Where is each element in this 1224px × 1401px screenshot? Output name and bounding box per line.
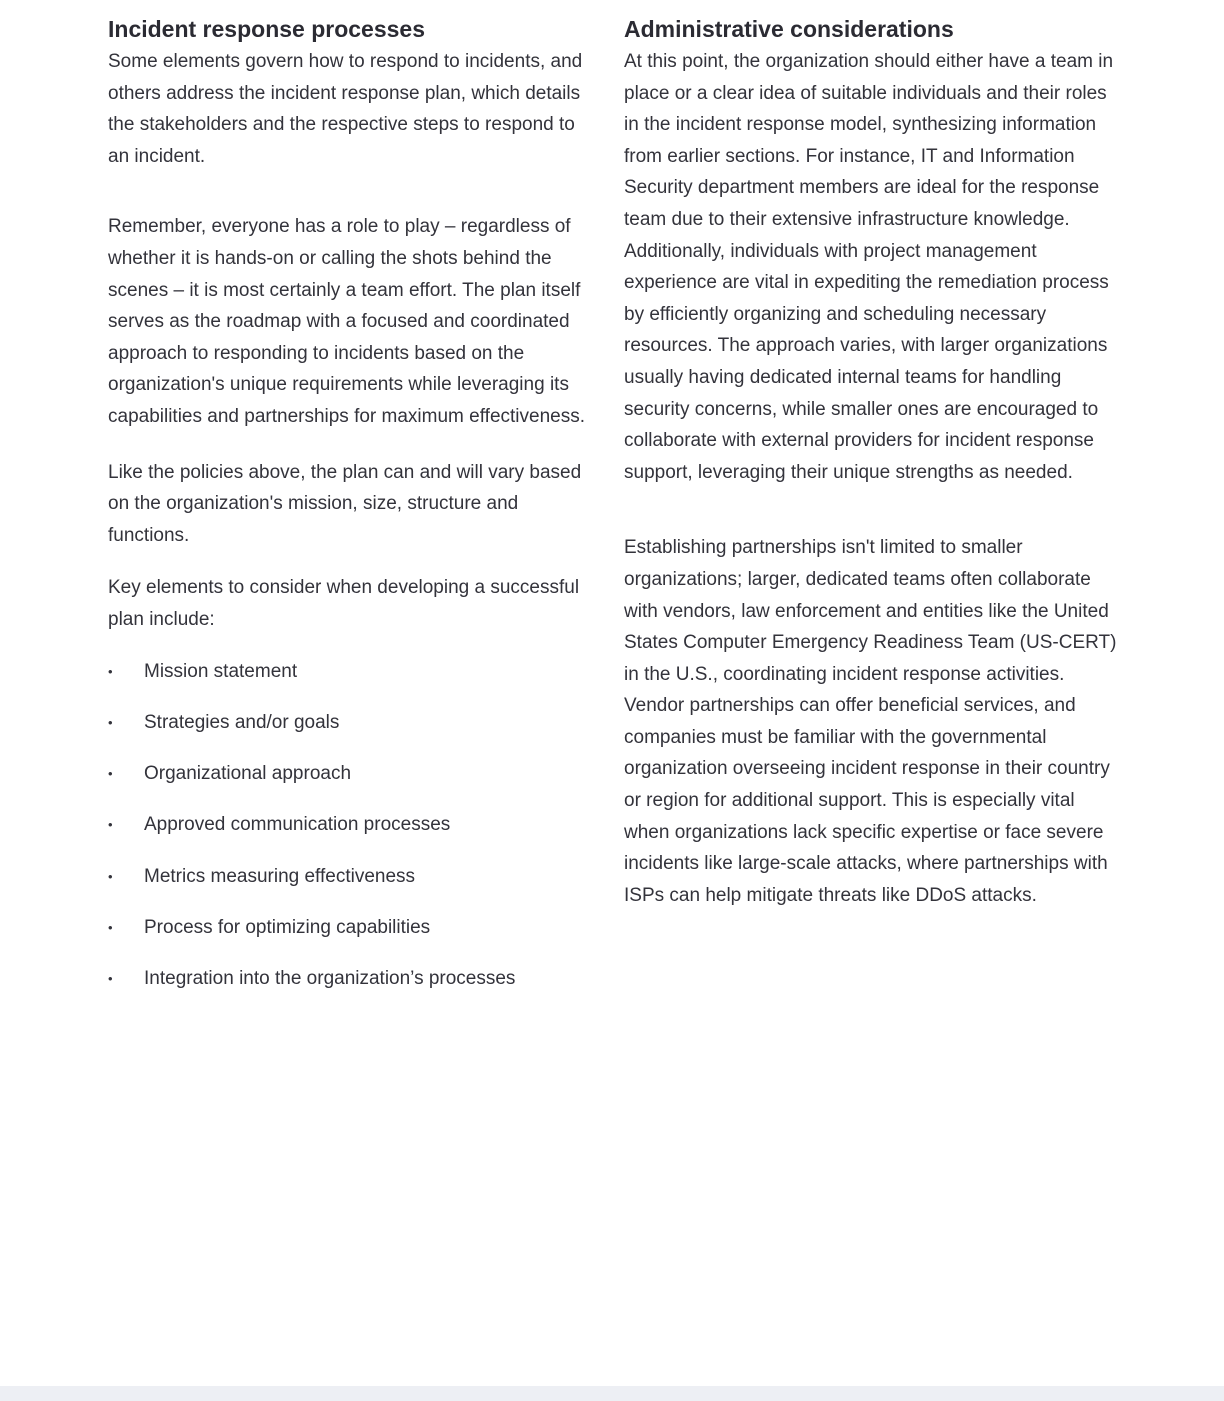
paragraph: Some elements govern how to respond to incidents, and others address the incident response plan, which details the stakeholders and the respective steps to respond to an incident. xyxy=(108,51,583,167)
list-item-text: Strategies and/or goals xyxy=(144,711,340,733)
bullet-icon: • xyxy=(108,868,113,884)
list-item xyxy=(108,656,590,687)
paragraph: Like the policies above, the plan can and will vary based on the organization's mission, size, structure and functions. xyxy=(108,461,582,546)
paragraph: Key elements to consider when developing a successful plan include: xyxy=(108,577,580,630)
administrative-considerations-section xyxy=(624,14,1124,911)
list-item xyxy=(108,758,590,789)
list-item-text: Integration into the organization’s processes xyxy=(144,968,516,990)
list-item xyxy=(108,861,590,892)
section-heading: Administrative considerations xyxy=(624,16,954,42)
list-item-text: Approved communication processes xyxy=(144,814,451,836)
bullet-icon: • xyxy=(108,766,113,782)
paragraph: At this point, the organization should either have a team in place or a clear idea of suitable individuals and their roles in the incident response model, synthesizing information from earlier sections. For instance, IT and Information Security department members are ideal for the response team due to their extensive infrastructure knowledge. Additionally, individuals with project management experience are vital in expediting the remediation process by efficiently organizing and scheduling necessary resources. The approach varies, with larger organizations usually having dedicated internal teams for handling security concerns, while smaller ones are encouraged to collaborate with external providers for incident response support, leveraging their unique strengths as needed. xyxy=(624,51,1114,483)
list-item xyxy=(108,707,590,738)
list-item xyxy=(108,912,590,943)
incident-response-processes-section xyxy=(108,14,590,1015)
key-elements-list xyxy=(108,656,590,995)
section-heading: Incident response processes xyxy=(108,16,426,42)
bullet-icon: • xyxy=(108,971,113,987)
list-item-text: Mission statement xyxy=(144,660,298,682)
bullet-icon: • xyxy=(108,919,113,935)
list-item xyxy=(108,809,590,840)
footer-bar xyxy=(0,1386,1224,1401)
paragraph: Establishing partnerships isn't limited to smaller organizations; larger, dedicated teams often collaborate with vendors, law enforcement and entities like the United States Computer Emergency Readiness Team (US-CERT) in the U.S., coordinating incident response activities. Vendor partnerships can offer beneficial services, and companies must be familiar with the governmental organization overseeing incident response in their country or region for additional support. This is especially vital when organizations lack specific expertise or face severe incidents like large-scale attacks, where partnerships with ISPs can help mitigate threats like DDoS attacks. xyxy=(624,537,1117,906)
list-item-text: Organizational approach xyxy=(144,763,352,785)
list-item-text: Process for optimizing capabilities xyxy=(144,916,431,938)
list-item-text: Metrics measuring effectiveness xyxy=(144,865,416,887)
bullet-icon: • xyxy=(108,714,113,730)
bullet-icon: • xyxy=(108,663,113,679)
paragraph: Remember, everyone has a role to play – regardless of whether it is hands-on or calling the shots behind the scenes – it is most certainly a team effort. The plan itself serves as the roadmap with a focused and coordinated approach to responding to incidents based on the organization's unique requirements while leveraging its capabilities and partnerships for maximum effectiveness. xyxy=(108,216,585,427)
list-item xyxy=(108,963,590,994)
bullet-icon: • xyxy=(108,817,113,833)
